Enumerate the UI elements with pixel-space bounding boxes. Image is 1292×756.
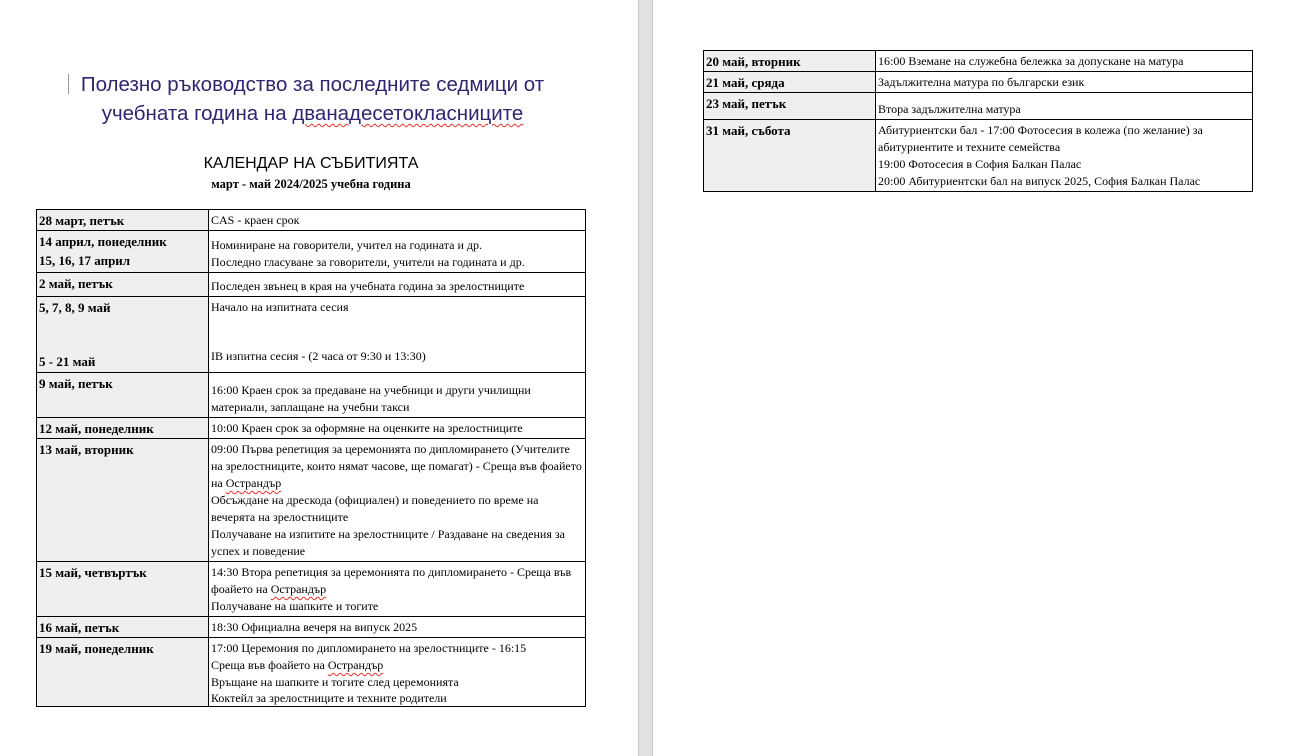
misspelled-word[interactable]: Острандър <box>225 476 282 490</box>
date-text: 23 май, петък <box>706 96 787 111</box>
date-text: 2 май, петък <box>39 276 113 291</box>
event-text: Задължителна матура по български език <box>878 75 1085 89</box>
event-text: Последен звънец в края на учебната година за зрелостниците <box>211 279 525 293</box>
misspelled-word[interactable]: Острандър <box>327 658 384 672</box>
event-cell[interactable] <box>209 231 586 273</box>
document-title <box>60 70 565 128</box>
table-row <box>704 51 1253 72</box>
event-text: Втора задължителна матура <box>878 102 1021 116</box>
date-text: 9 май, петък <box>39 376 113 391</box>
table-row <box>704 93 1253 120</box>
date-cell[interactable] <box>37 273 209 297</box>
event-cell[interactable] <box>209 373 586 418</box>
date-text: 14 април, понеделник <box>39 234 167 249</box>
event-cell[interactable] <box>209 638 586 707</box>
calendar-subheading: март - май 2024/2025 учебна година <box>211 177 411 191</box>
title-line-2b-misspelled[interactable]: дванадесетокласниците <box>292 102 524 125</box>
date-text: 15, 16, 17 април <box>39 253 131 268</box>
date-cell[interactable] <box>37 373 209 418</box>
date-text: 20 май, вторник <box>706 54 801 69</box>
event-cell[interactable] <box>876 120 1253 192</box>
event-text: Коктейл за зрелостниците и техните родители <box>211 691 447 705</box>
table-row <box>37 373 586 418</box>
date-text: 16 май, петък <box>39 620 120 635</box>
date-cell[interactable] <box>37 562 209 617</box>
date-text: 13 май, вторник <box>39 442 134 457</box>
title-line-1: Полезно ръководство за последните седмици от <box>80 73 545 96</box>
event-cell[interactable] <box>876 93 1253 120</box>
events-table-right <box>703 50 1253 192</box>
table-row <box>37 562 586 617</box>
table-row <box>37 210 586 231</box>
event-text: 16:00 Краен срок за предаване на учебници и други училищни материали, заплащане на учебни такси <box>211 383 531 414</box>
date-text: 21 май, сряда <box>706 75 785 90</box>
table-row <box>704 120 1253 192</box>
table-row <box>37 617 586 638</box>
event-text: 19:00 Фотосесия в София Балкан Палас <box>878 157 1082 171</box>
event-text: Среща във фоайето на <box>211 658 328 672</box>
event-cell[interactable] <box>209 617 586 638</box>
date-cell[interactable] <box>704 120 876 192</box>
event-text: Обсъждане на дрескода (официален) и поведението по време на вечерята на зрелостниците <box>211 493 539 524</box>
event-text: 18:30 Официална вечеря на випуск 2025 <box>211 620 418 634</box>
date-cell[interactable] <box>37 638 209 707</box>
date-cell[interactable] <box>37 439 209 562</box>
event-text: IB изпитна сесия - (2 часа от 9:30 и 13:30) <box>211 349 426 363</box>
date-text: 28 март, петък <box>39 213 125 228</box>
event-text: 09:00 Първа репетиция за церемонията по дипломирането (Учителите на зрелостниците, които нямат часове, ще помагат) - Среща във фоайето на <box>211 442 582 490</box>
date-cell[interactable] <box>37 210 209 231</box>
date-text: 12 май, понеделник <box>39 421 154 436</box>
event-cell[interactable] <box>209 273 586 297</box>
event-text: Номиниране на говорители, учител на годината и др. <box>211 238 482 252</box>
event-text: Получаване на изпитите на зрелостниците / Раздаване на сведения за успех и поведение <box>211 527 565 558</box>
date-cell[interactable] <box>37 418 209 439</box>
document-page-1 <box>0 0 638 756</box>
table-row <box>37 439 586 562</box>
event-cell[interactable] <box>876 72 1253 93</box>
date-text: 31 май, събота <box>706 123 791 138</box>
event-text: 20:00 Абитуриентски бал на випуск 2025, София Балкан Палас <box>878 174 1201 188</box>
event-text: 14:30 Втора репетиция за церемонията по дипломирането - Среща във фоайето на <box>211 565 572 596</box>
date-cell[interactable] <box>704 93 876 120</box>
event-text: 17:00 Церемония по дипломирането на зрелостниците - 16:15 <box>211 641 527 655</box>
event-text: 10:00 Краен срок за оформяне на оценките на зрелостниците <box>211 421 523 435</box>
table-row <box>704 72 1253 93</box>
page-gutter <box>638 0 653 756</box>
date-text: 5, 7, 8, 9 май <box>39 300 111 315</box>
event-text: 16:00 Вземане на служебна бележка за допускане на матура <box>878 54 1184 68</box>
event-cell[interactable] <box>209 297 586 373</box>
events-table-left <box>36 209 586 707</box>
event-cell[interactable] <box>876 51 1253 72</box>
event-text: CAS - краен срок <box>211 213 300 227</box>
date-text: 5 - 21 май <box>39 354 96 369</box>
misspelled-word[interactable]: Острандър <box>270 582 327 596</box>
date-cell[interactable] <box>37 617 209 638</box>
date-cell[interactable] <box>37 297 209 373</box>
event-cell[interactable] <box>209 210 586 231</box>
date-cell[interactable] <box>704 72 876 93</box>
date-text: 15 май, четвъртък <box>39 565 147 580</box>
event-text: Получаване на шапките и тогите <box>211 599 379 613</box>
table-row <box>37 231 586 273</box>
calendar-heading: КАЛЕНДАР НА СЪБИТИЯТА <box>203 155 419 172</box>
event-text: Връщане на шапките и тогите след церемонията <box>211 675 459 689</box>
table-row <box>37 418 586 439</box>
date-text: 19 май, понеделник <box>39 641 154 656</box>
event-cell[interactable] <box>209 562 586 617</box>
date-cell[interactable] <box>704 51 876 72</box>
table-row <box>37 297 586 373</box>
event-cell[interactable] <box>209 439 586 562</box>
event-text: Абитуриентски бал - 17:00 Фотосесия в колежа (по желание) за абитуриентите и техните семейства <box>878 123 1203 154</box>
title-line-2a: учебната година на <box>101 102 293 125</box>
table-row <box>37 273 586 297</box>
event-cell[interactable] <box>209 418 586 439</box>
table-row <box>37 638 586 707</box>
event-text: Последно гласуване за говорители, учители на годината и др. <box>211 255 525 269</box>
date-cell[interactable] <box>37 231 209 273</box>
event-text: Начало на изпитната сесия <box>211 300 349 314</box>
